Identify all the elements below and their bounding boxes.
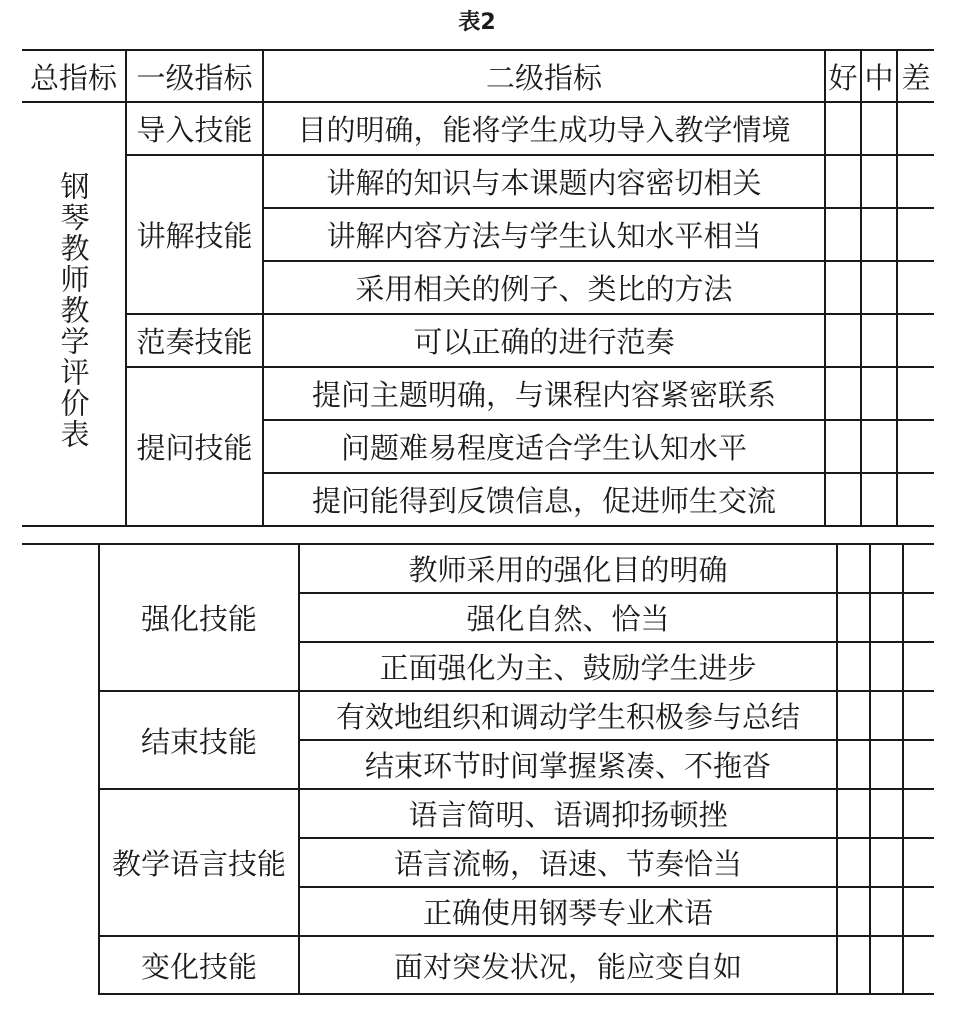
rating-poor-cell[interactable] [903,593,934,642]
rating-poor-cell[interactable] [903,691,934,740]
level2-cell: 有效地组织和调动学生积极参与总结 [299,691,837,740]
rating-good-cell[interactable] [837,740,870,789]
rating-poor-cell[interactable] [897,367,934,420]
rating-poor-cell[interactable] [897,155,934,208]
evaluation-table-part-1 [22,49,934,527]
rating-good-cell[interactable] [837,887,870,936]
level1-cell: 范奏技能 [126,314,263,367]
rating-poor-cell[interactable] [903,544,934,593]
level2-cell: 正确使用钢琴专业术语 [299,887,837,936]
rating-medium-cell[interactable] [870,642,903,691]
level2-cell: 强化自然、恰当 [299,593,837,642]
level1-cell: 讲解技能 [126,155,263,314]
rating-poor-cell[interactable] [903,887,934,936]
rating-good-cell[interactable] [837,593,870,642]
rating-poor-cell[interactable] [903,642,934,691]
rating-medium-cell[interactable] [861,473,897,526]
rating-poor-cell[interactable] [897,102,934,155]
level2-cell: 提问能得到反馈信息，促进师生交流 [263,473,825,526]
overall-indicator-cell [22,102,126,526]
table-caption: 表2 [458,10,496,35]
rating-medium-cell[interactable] [870,544,903,593]
table-header-row [22,50,934,102]
header-good: 好 [825,50,861,102]
table-row [22,314,934,367]
rating-good-cell[interactable] [837,642,870,691]
table-row [22,544,934,593]
rating-medium-cell[interactable] [861,208,897,261]
rating-medium-cell[interactable] [861,261,897,314]
overall-indicator-blank [22,544,99,994]
level2-cell: 结束环节时间掌握紧凑、不拖沓 [299,740,837,789]
rating-medium-cell[interactable] [870,691,903,740]
level1-cell: 教学语言技能 [99,789,299,936]
rating-good-cell[interactable] [825,314,861,367]
header-level1: 一级指标 [126,50,263,102]
table-row [22,155,934,208]
rating-good-cell[interactable] [825,473,861,526]
level2-cell: 可以正确的进行范奏 [263,314,825,367]
level1-cell: 结束技能 [99,691,299,789]
level2-cell: 讲解内容方法与学生认知水平相当 [263,208,825,261]
rating-good-cell[interactable] [825,208,861,261]
rating-poor-cell[interactable] [897,314,934,367]
level1-cell: 强化技能 [99,544,299,691]
rating-poor-cell[interactable] [903,740,934,789]
table-row [22,936,934,994]
rating-medium-cell[interactable] [870,740,903,789]
rating-poor-cell[interactable] [897,208,934,261]
rating-good-cell[interactable] [825,102,861,155]
table-row [22,789,934,838]
rating-good-cell[interactable] [837,838,870,887]
level1-cell: 导入技能 [126,102,263,155]
table-row [22,102,934,155]
level2-cell: 讲解的知识与本课题内容密切相关 [263,155,825,208]
rating-medium-cell[interactable] [870,593,903,642]
rating-medium-cell[interactable] [861,155,897,208]
level2-cell: 问题难易程度适合学生认知水平 [263,420,825,473]
overall-indicator-text: 钢琴教师教学评价表 [56,171,91,450]
table-row [22,367,934,420]
rating-poor-cell[interactable] [903,838,934,887]
level2-cell: 正面强化为主、鼓励学生进步 [299,642,837,691]
rating-poor-cell[interactable] [897,261,934,314]
level2-cell: 采用相关的例子、类比的方法 [263,261,825,314]
level2-cell: 语言简明、语调抑扬顿挫 [299,789,837,838]
rating-medium-cell[interactable] [861,102,897,155]
evaluation-table-part-2 [22,544,934,995]
rating-good-cell[interactable] [837,544,870,593]
level1-cell: 提问技能 [126,367,263,526]
level2-cell: 面对突发状况，能应变自如 [299,936,837,994]
level2-cell: 目的明确，能将学生成功导入教学情境 [263,102,825,155]
rating-medium-cell[interactable] [861,314,897,367]
rating-good-cell[interactable] [825,367,861,420]
rating-good-cell[interactable] [837,936,870,994]
level1-cell: 变化技能 [99,936,299,994]
rating-good-cell[interactable] [837,691,870,740]
rating-good-cell[interactable] [825,261,861,314]
level2-cell: 提问主题明确，与课程内容紧密联系 [263,367,825,420]
rating-medium-cell[interactable] [861,367,897,420]
header-poor: 差 [897,50,934,102]
rating-medium-cell[interactable] [870,838,903,887]
header-overall: 总指标 [22,50,126,102]
rating-medium-cell[interactable] [861,420,897,473]
level2-cell: 语言流畅，语速、节奏恰当 [299,838,837,887]
rating-medium-cell[interactable] [870,936,903,994]
rating-poor-cell[interactable] [897,473,934,526]
header-level2: 二级指标 [263,50,825,102]
table-row [22,691,934,740]
rating-poor-cell[interactable] [897,420,934,473]
rating-medium-cell[interactable] [870,789,903,838]
rating-good-cell[interactable] [825,420,861,473]
rating-good-cell[interactable] [837,789,870,838]
rating-medium-cell[interactable] [870,887,903,936]
rating-good-cell[interactable] [825,155,861,208]
rating-poor-cell[interactable] [903,789,934,838]
header-medium: 中 [861,50,897,102]
level2-cell: 教师采用的强化目的明确 [299,544,837,593]
rating-poor-cell[interactable] [903,936,934,994]
